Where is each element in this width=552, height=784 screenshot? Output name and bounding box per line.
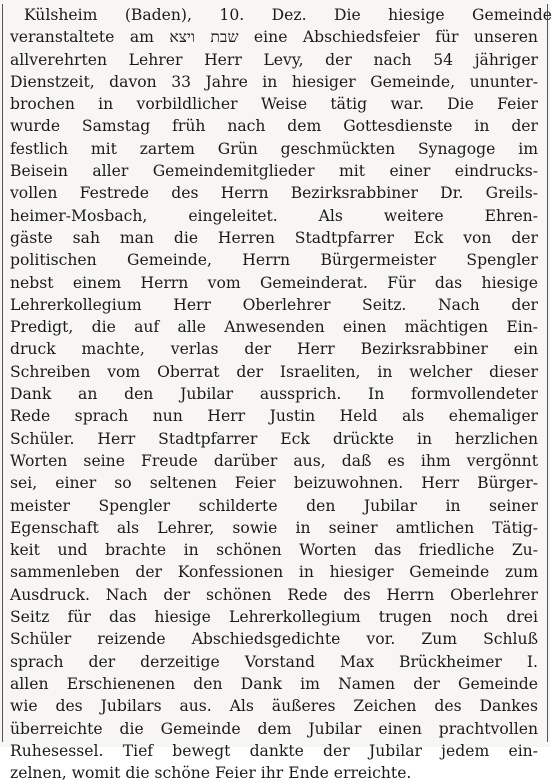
article-line: zelnen, womit die schöne Feier ihr Ende erreichte. <box>10 764 412 783</box>
article-line: sammenleben der Konfessionen in hiesiger Gemeinde zum <box>10 563 538 582</box>
article-line: Beisein aller Gemeindemitglieder mit einer eindrucks- <box>10 162 538 181</box>
article-line: Worten seine Freude darüber aus, daß es ihm vergönnt <box>10 451 538 470</box>
article-line: Dienstzeit, davon 33 Jahre in hiesiger Gemeinde, ununter- <box>10 72 538 91</box>
article-line: veranstaltete am שבת ויצא eine Abschiedsfeier für unseren <box>10 28 538 47</box>
article-line: Ausdruck. Nach der schönen Rede des Herrn Oberlehrer <box>10 585 538 604</box>
article-line: heimer-Mosbach, eingeleitet. Als weitere Ehren- <box>10 206 538 225</box>
article-line: überreichte die Gemeinde dem Jubilar einen prachtvollen <box>10 719 538 738</box>
article-line: wie des Jubilars aus. Als äußeres Zeichen des Dankes <box>10 697 538 716</box>
article-line: Dank an den Jubilar aussprich. In formvollendeter <box>10 385 538 404</box>
article-line: festlich mit zartem Grün geschmückten Synagoge im <box>10 139 538 158</box>
article-line: Predigt, die auf alle Anwesenden einen mächtigen Ein- <box>10 318 538 337</box>
article-line: allen Erschienenen den Dank im Namen der Gemeinde <box>10 674 538 693</box>
article-line: meister Spengler schilderte den Jubilar in seiner <box>10 496 538 515</box>
article-line: nebst einem Herrn vom Gemeinderat. Für das hiesige <box>10 273 538 292</box>
article-line: Külsheim (Baden), 10. Dez. Die hiesige Gemeinde <box>24 6 552 24</box>
article-line: sprach der derzeitige Vorstand Max Brückheimer I. <box>10 652 538 671</box>
article-line: wurde Samstag früh nach dem Gottesdienste in der <box>10 117 538 136</box>
article-line: vollen Festrede des Herrn Bezirksrabbiner Dr. Greils- <box>10 184 538 203</box>
article-line: gäste sah man die Herren Stadtpfarrer Eck von der <box>10 228 538 247</box>
left-column-rule <box>2 4 3 742</box>
article-line: brochen in vorbildlicher Weise tätig war. Die Feier <box>10 95 538 114</box>
article-line: druck machte, verlas der Herr Bezirksrabbiner ein <box>10 340 538 359</box>
article-line: Ruhesessel. Tief bewegt dankte der Jubilar jedem ein- <box>10 741 538 760</box>
article-text <box>10 4 552 784</box>
article-line: Egenschaft als Lehrer, sowie in seiner amtlichen Tätig- <box>10 518 538 537</box>
article-line: Schreiben vom Oberrat der Israeliten, in welcher dieser <box>10 362 538 381</box>
article-line: politischen Gemeinde, Herrn Bürgermeister Spengler <box>10 251 538 270</box>
article-line: Rede sprach nun Herr Justin Held als ehemaliger <box>10 407 538 426</box>
article-line: Schüler. Herr Stadtpfarrer Eck drückte in herzlichen <box>10 429 538 448</box>
article-line: keit und brachte in schönen Worten das friedliche Zu- <box>10 541 538 560</box>
article-line: Seitz für das hiesige Lehrerkollegium trugen noch drei <box>10 608 538 627</box>
article-line: sei, einer so seltenen Feier beizuwohnen. Herr Bürger- <box>10 474 538 493</box>
right-column-rule <box>547 4 548 742</box>
article-line: allverehrten Lehrer Herr Levy, der nach 54 jähriger <box>10 50 538 69</box>
article-line: Lehrerkollegium Herr Oberlehrer Seitz. Nach der <box>10 295 538 314</box>
article-line: Schüler reizende Abschiedsgedichte vor. Zum Schluß <box>10 630 538 649</box>
